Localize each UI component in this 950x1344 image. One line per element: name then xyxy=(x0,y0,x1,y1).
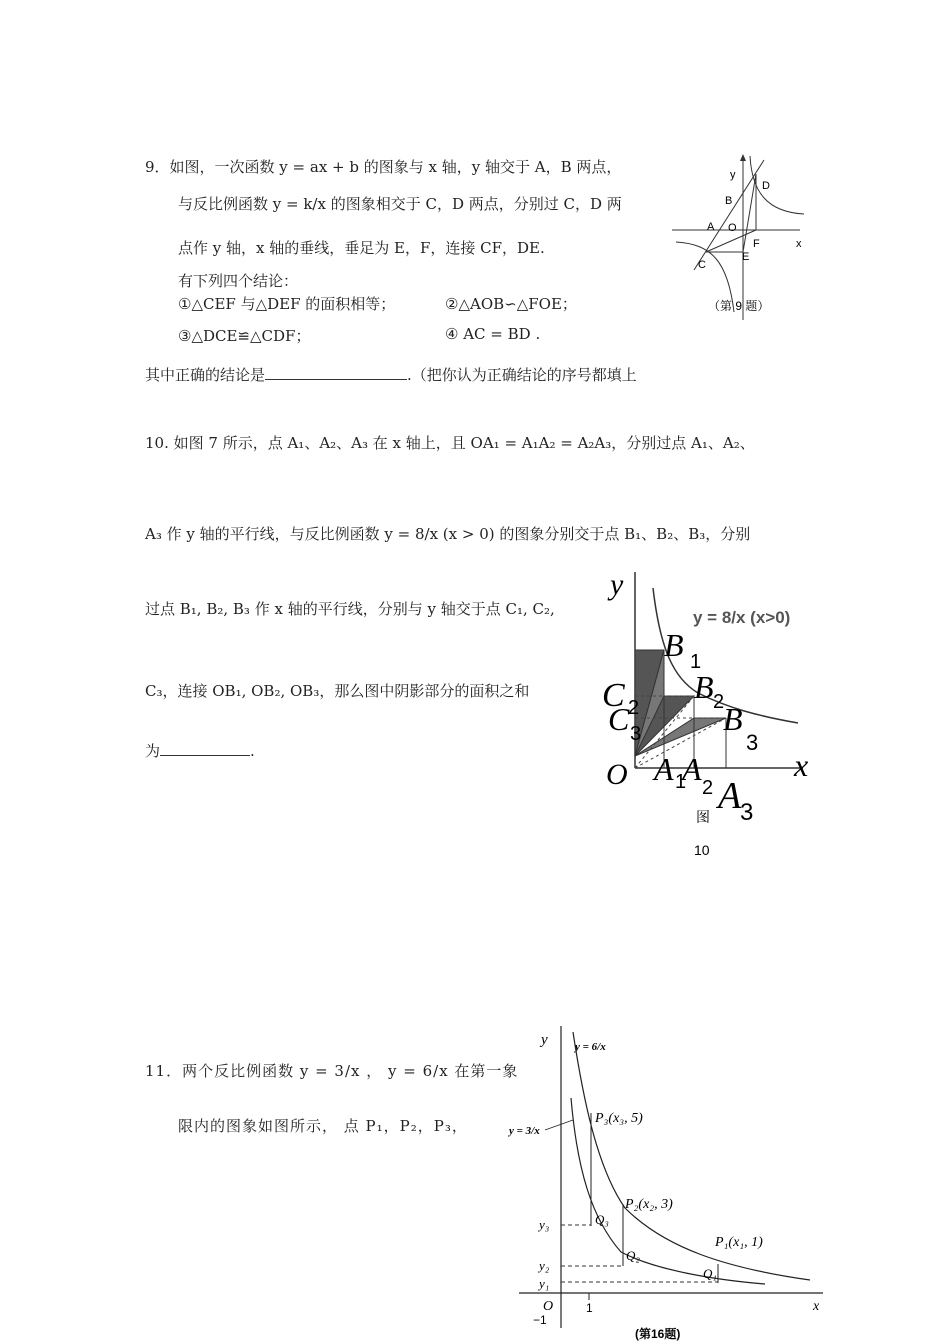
q11-fig-label-y3: y₃ xyxy=(539,1217,550,1232)
q10-fig-caption-2: 10 xyxy=(694,842,710,858)
q10-fig-label-A3: A xyxy=(718,775,742,817)
q11-fig-label-P2: P₂(x₂, 3) xyxy=(625,1197,673,1212)
q10-answer-tail: . xyxy=(250,742,255,760)
q9-fig-label-B: B xyxy=(725,195,733,207)
q10-line1: 10. 如图 7 所示，点 A₁、A₂、A₃ 在 x 轴上，且 OA₁ = A₁A₂ = A₂A₃，分别过点 A₁、A₂、 xyxy=(145,434,755,452)
q9-line3: 点作 y 轴，x 轴的垂线，垂足为 E，F，连接 CF，DE. xyxy=(178,239,545,257)
q11-fig-label-neg1: −1 xyxy=(533,1313,547,1327)
q10-line2: A₃ 作 y 轴的平行线，与反比例函数 y = 8/x (x > 0) 的图象分别交于点 B₁、B₂、B₃，分别 xyxy=(145,525,751,543)
q9-answer-tail: .（把你认为正确结论的序号都填上 xyxy=(407,366,637,384)
q10-answer-line xyxy=(145,740,255,761)
q10-fig-label-B2-sub: 2 xyxy=(713,691,725,713)
q10-fig-label-y: y xyxy=(610,568,624,601)
q11-line1: 11．两个反比例函数 y = 3/x ， y = 6/x 在第一象 xyxy=(145,1062,519,1080)
q9-conclusion-4: ④ AC = BD . xyxy=(445,325,541,343)
q10-fig-label-B1-sub: 1 xyxy=(690,651,702,673)
q11-fig-eq-6x: y = 6/x xyxy=(575,1041,606,1053)
q9-fig-label-C: C xyxy=(698,259,706,271)
q9-line4: 有下列四个结论： xyxy=(178,272,299,290)
q10-fig-label-O: O xyxy=(606,758,628,791)
q9-fig-label-A: A xyxy=(707,221,715,233)
q10-fig-caption-1: 图 xyxy=(696,809,710,825)
q9-conclusion-2: ②△AOB∽△FOE； xyxy=(445,295,577,313)
q11-fig-label-Q2: Q₂ xyxy=(626,1248,640,1263)
q9-answer-line xyxy=(145,364,637,385)
q11-fig-label-O: O xyxy=(543,1299,554,1314)
q10-fig-label-B3: B xyxy=(723,701,743,737)
q10-fig-label-A1-sub: 1 xyxy=(675,771,687,793)
q10-answer-prompt: 为 xyxy=(145,742,161,760)
q10-fig-label-A2: A xyxy=(682,751,702,787)
q11-fig-label-y: y xyxy=(541,1032,548,1048)
q11-fig-label-one: 1 xyxy=(586,1301,593,1315)
q9-conclusion-3: ③△DCE≌△CDF； xyxy=(178,327,311,345)
q9-fig-caption: （第 9 题） xyxy=(708,299,770,313)
q9-figure xyxy=(672,152,812,322)
q11-fig-label-x: x xyxy=(813,1299,820,1314)
q9-line1: 9．如图，一次函数 y = ax + b 的图象与 x 轴，y 轴交于 A，B 两点， xyxy=(145,158,622,176)
q10-fig-label-C2: C xyxy=(602,677,625,714)
q11-fig-eq-3x: y = 3/x xyxy=(509,1125,540,1137)
q9-fig-label-F: F xyxy=(753,238,760,250)
q10-answer-blank[interactable] xyxy=(160,741,250,756)
q11-fig-label-y1: y₁ xyxy=(539,1276,550,1291)
q9-answer-prompt: 其中正确的结论是 xyxy=(145,366,266,384)
q10-line4: C₃，连接 OB₁, OB₂, OB₃，那么图中阴影部分的面积之和 xyxy=(145,682,530,700)
q10-line3: 过点 B₁, B₂, B₃ 作 x 轴的平行线，分别与 y 轴交于点 C₁, C₂, xyxy=(145,600,555,618)
q9-fig-label-y: y xyxy=(730,169,736,181)
q9-fig-label-D: D xyxy=(762,180,770,192)
q11-fig-label-P1: P₁(x₁, 1) xyxy=(715,1235,763,1250)
q11-fig-label-Q3: Q₃ xyxy=(595,1212,609,1227)
q9-line2: 与反比例函数 y = k/x 的图象相交于 C，D 两点，分别过 C，D 两 xyxy=(178,195,622,213)
q11-figure xyxy=(505,1018,835,1342)
q10-fig-label-C2-sub: 2 xyxy=(628,697,640,719)
q10-figure xyxy=(598,568,828,858)
q10-fig-equation: y = 8/x (x>0) xyxy=(693,608,791,627)
q9-conclusion-1: ①△CEF 与△DEF 的面积相等； xyxy=(178,295,396,313)
q10-fig-label-B3-sub: 3 xyxy=(746,730,759,755)
q11-line2: 限内的图象如图所示， 点 P₁，P₂，P₃， xyxy=(178,1117,468,1135)
q9-answer-blank[interactable] xyxy=(265,365,407,380)
q10-fig-label-B1: B xyxy=(664,627,684,663)
q11-fig-caption: (第16题) xyxy=(635,1327,681,1341)
q11-fig-label-P3: P₃(x₃, 5) xyxy=(595,1111,643,1126)
q10-fig-label-C3-sub: 3 xyxy=(630,723,642,745)
q10-fig-label-A3-sub: 3 xyxy=(740,799,754,826)
q9-fig-label-E: E xyxy=(742,251,750,263)
q11-fig-label-y2: y₂ xyxy=(539,1258,550,1273)
q10-fig-label-A1: A xyxy=(654,751,674,787)
q9-fig-label-O: O xyxy=(728,222,737,234)
q10-fig-label-B2: B xyxy=(694,669,714,705)
q10-fig-label-x: x xyxy=(794,747,809,783)
q11-fig-label-Q1: Q₁ xyxy=(703,1266,717,1281)
q10-fig-label-C3: C xyxy=(608,701,630,737)
q10-fig-label-A2-sub: 2 xyxy=(702,777,714,799)
q9-fig-label-x: x xyxy=(796,238,802,250)
